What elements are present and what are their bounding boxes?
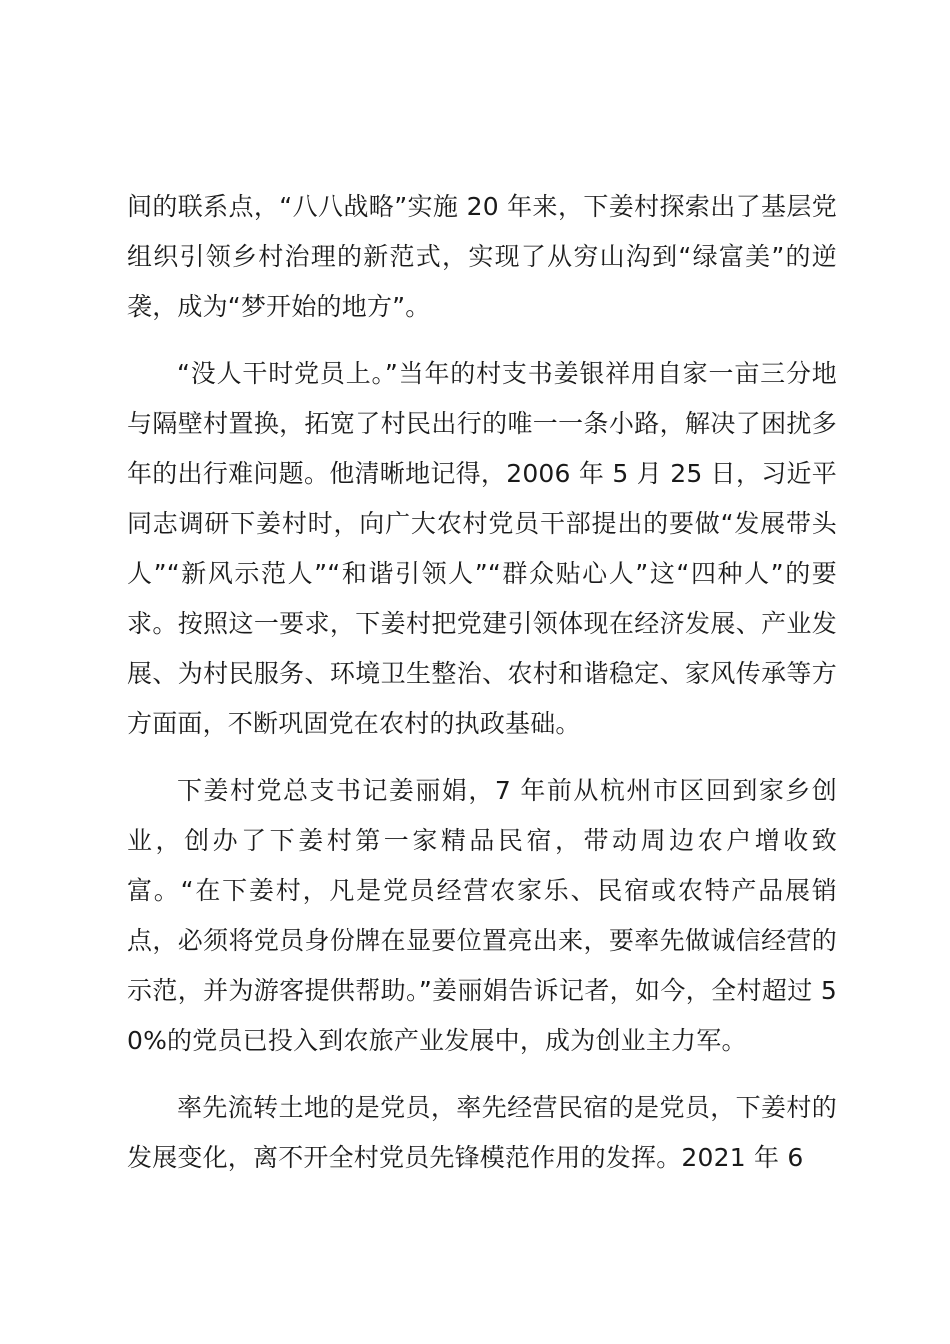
paragraph-4: 率先流转土地的是党员，率先经营民宿的是党员，下姜村的发展变化，离不开全村党员先锋模范作用的发挥。2021 年 6 [127,1093,837,1172]
paragraph-3: 下姜村党总支书记姜丽娟，7 年前从杭州市区回到家乡创业，创办了下姜村第一家精品民宿，带动周边农户增收致富。“在下姜村，凡是党员经营农家乐、民宿或农特产品展销点，必须将党员身份牌在显要位置亮出来，要率先做诚信经营的示范，并为游客提供帮助。”姜丽娟告诉记者，如今，全村超过 50%的党员已投入到农旅产业发展中，成为创业主力军。 [127,776,837,1055]
paragraph-2: “没人干时党员上。”当年的村支书姜银祥用自家一亩三分地与隔壁村置换，拓宽了村民出行的唯一一条小路，解决了困扰多年的出行难问题。他清晰地记得，2006 年 5 月 25 日，习近平同志调研下姜村时，向广大农村党员干部提出的要做“发展带头人”“新风示范人”“和谐引领人”“群众贴心人”这“四种人”的要求。按照这一要求，下姜村把党建引领体现在经济发展、产业发展、为村民服务、环境卫生整治、农村和谐稳定、家风传承等方方面面，不断巩固党在农村的执政基础。 [127,359,837,738]
paragraph-1: 间的联系点，“八八战略”实施 20 年来，下姜村探索出了基层党组织引领乡村治理的新范式，实现了从穷山沟到“绿富美”的逆袭，成为“梦开始的地方”。 [127,192,837,321]
article-body [127,182,837,1200]
